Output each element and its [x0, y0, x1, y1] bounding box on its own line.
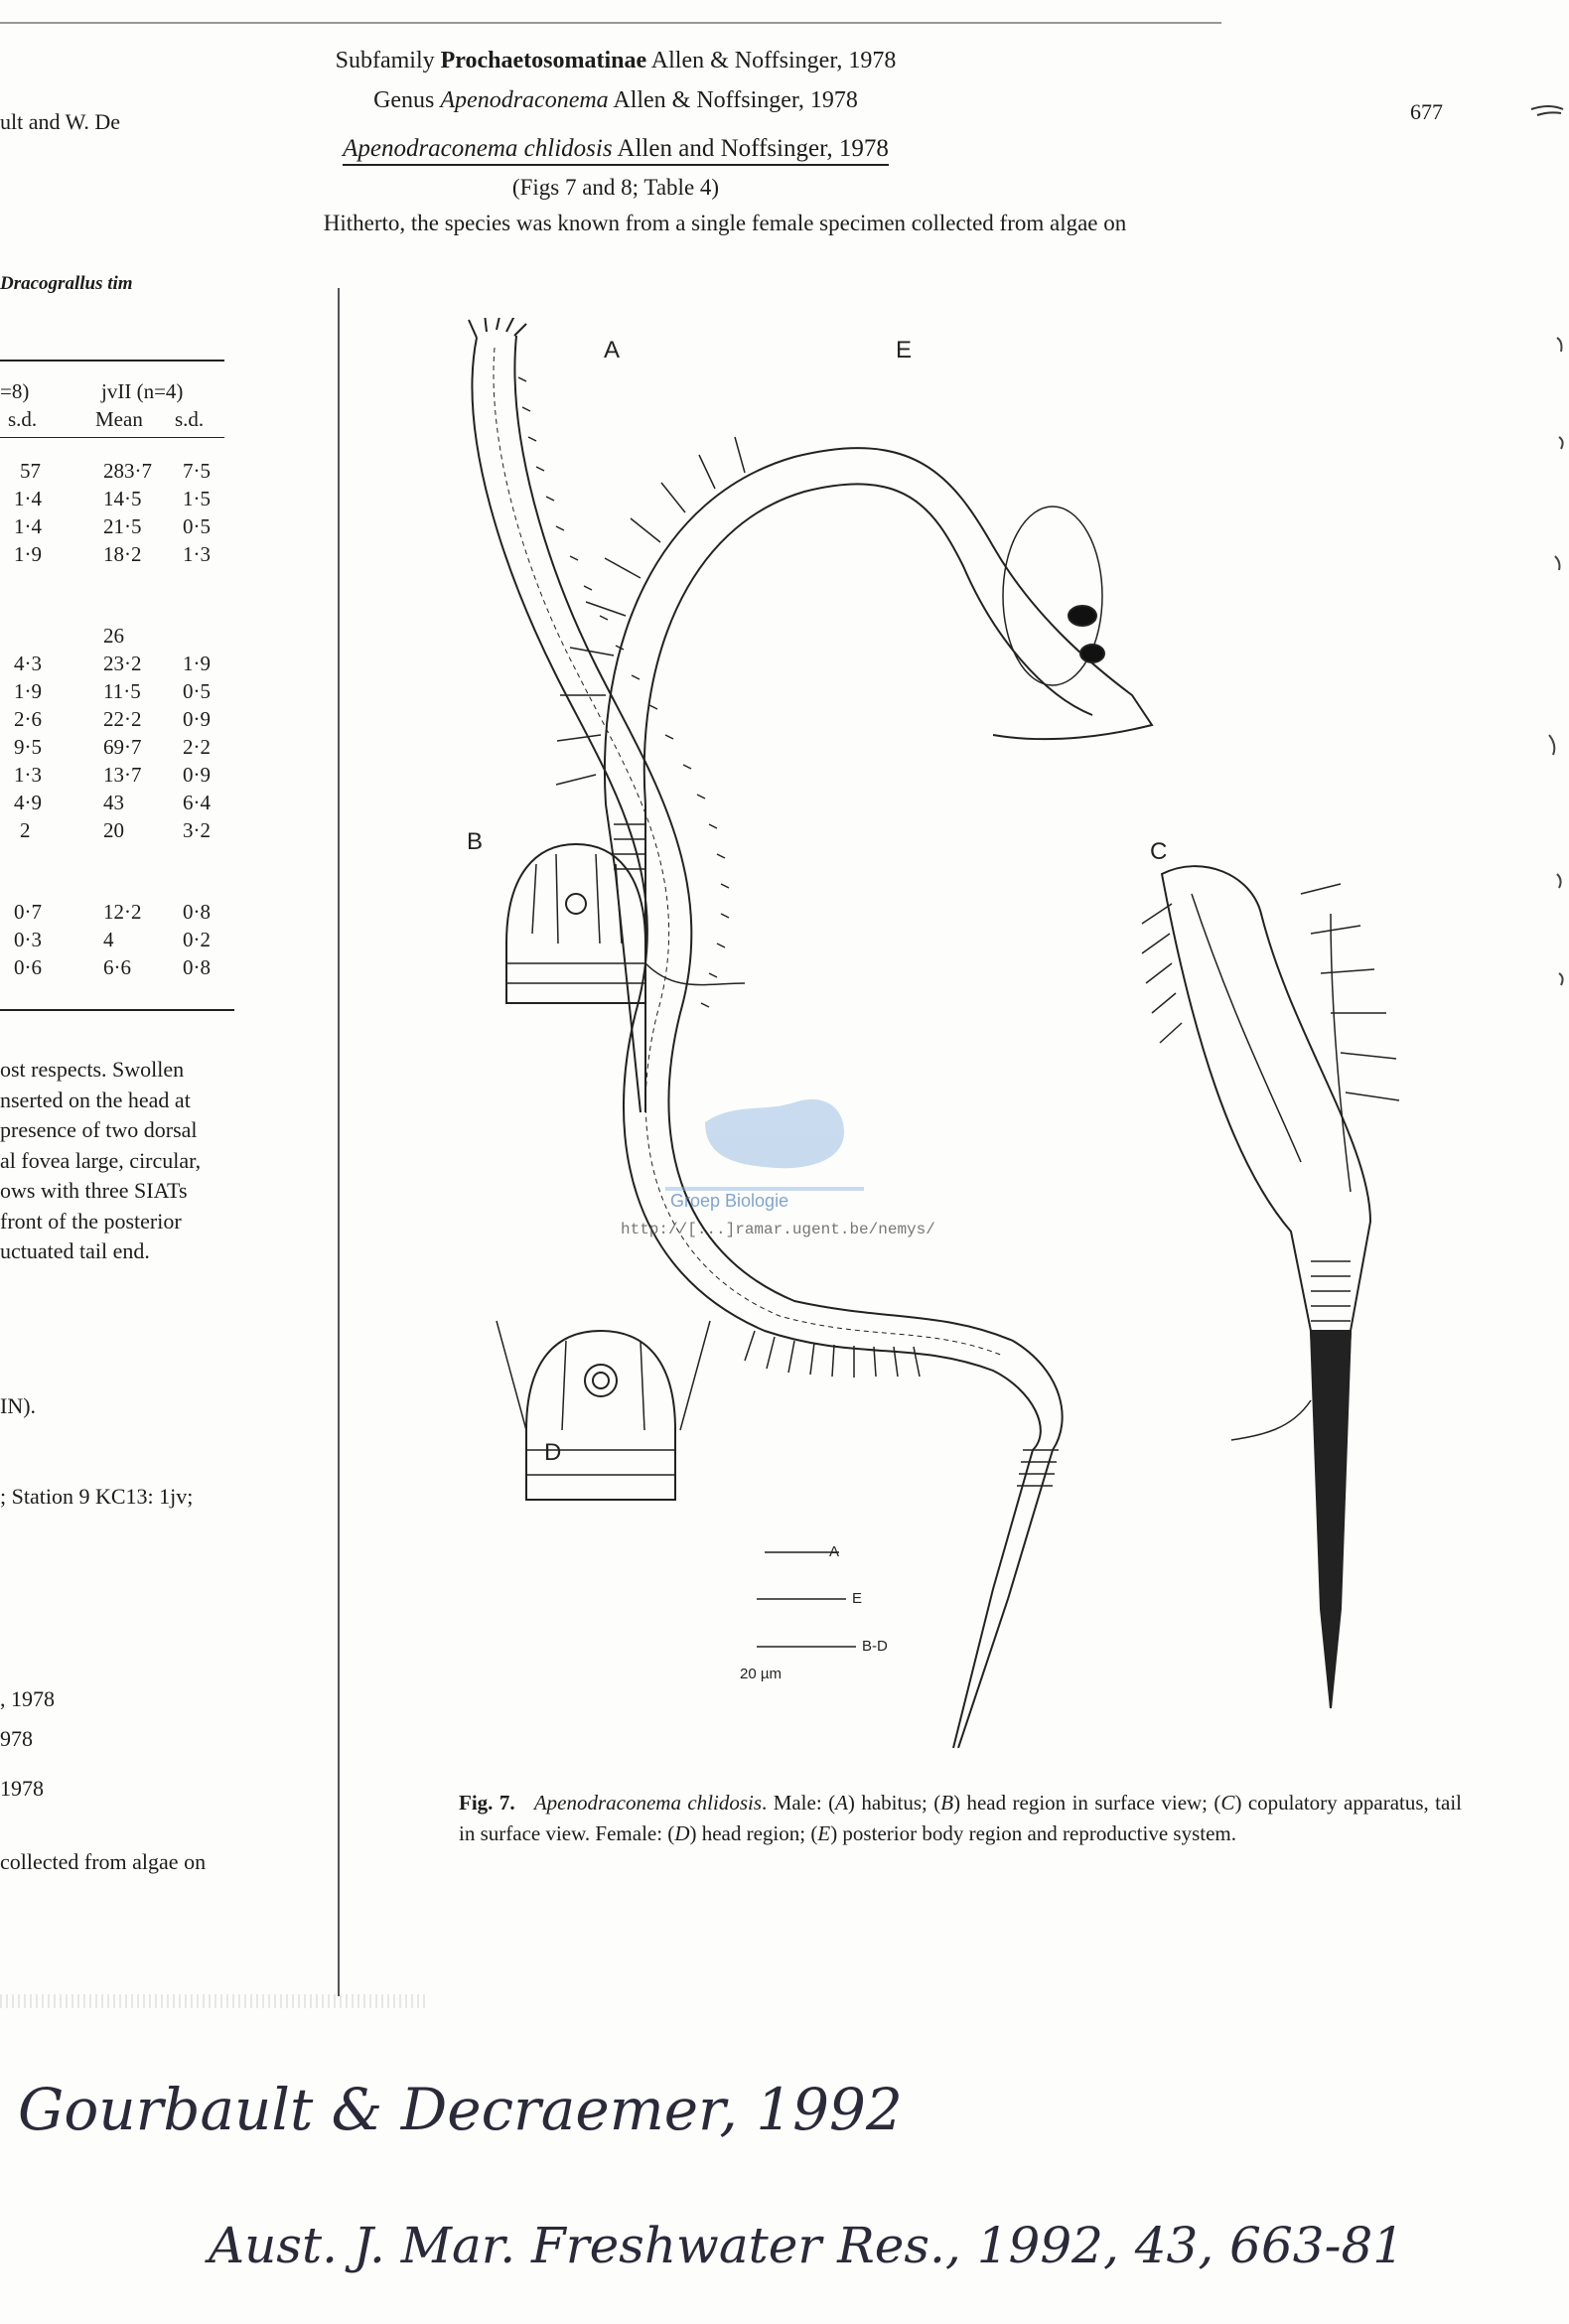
subfamily-authority: Allen & Noffsinger, 1978: [646, 48, 897, 73]
table-cell: 2: [20, 818, 31, 842]
genus-prefix: Genus: [373, 87, 441, 113]
table-cell: 2·6: [14, 707, 42, 731]
page-gutter-line: [338, 288, 340, 1996]
table-rule-bottom: [0, 1009, 234, 1011]
table-cell: 21·5: [103, 514, 142, 538]
scale-bars: [757, 1552, 856, 1647]
table-rule-top: [0, 360, 224, 362]
table-cell: 6·6: [103, 955, 131, 979]
caption-b: B: [940, 1791, 954, 1815]
figs-reference: (Figs 7 and 8; Table 4): [511, 175, 720, 200]
table-cell: 22·2: [103, 707, 142, 731]
table-col2-head: jvII (n=4): [101, 379, 184, 403]
table-cell: 3·2: [183, 818, 211, 842]
left-text-line: front of the posterior: [0, 1208, 182, 1234]
left-1978-a: , 1978: [0, 1686, 55, 1711]
label-d: D: [544, 1439, 562, 1466]
left-1978-b: 978: [0, 1726, 33, 1751]
table-cell: 11·5: [103, 679, 141, 703]
scale-unit: 20 µm: [740, 1666, 782, 1682]
left-material-1: IN).: [0, 1393, 37, 1418]
table-col2-mean: Mean: [95, 407, 143, 431]
table-cell: 283·7: [103, 459, 152, 483]
table-cell: 0·8: [183, 900, 211, 924]
page-number: 677: [1410, 99, 1443, 124]
table-cell: 4·9: [14, 791, 42, 814]
left-text-line: ows with three SIATs: [0, 1178, 188, 1203]
table-col1-sd: s.d.: [8, 407, 38, 431]
caption-a: A: [835, 1791, 848, 1815]
left-text-line: al fovea large, circular,: [0, 1147, 202, 1173]
left-1978-c: 1978: [0, 1776, 44, 1801]
table-cell: 0·9: [183, 707, 211, 731]
left-author-fragment: ult and W. De: [0, 109, 120, 134]
caption-e: E: [817, 1821, 831, 1845]
figure-7-drawing: [437, 318, 1490, 1748]
table-cell: 13·7: [103, 763, 142, 787]
left-text-line: nserted on the head at: [0, 1087, 191, 1112]
label-b: B: [467, 828, 484, 855]
table-cell: 6·4: [183, 791, 211, 814]
watermark-title: Groep Biologie: [670, 1191, 789, 1211]
table-cell: 1·4: [14, 514, 42, 538]
left-algae-fragment: collected from algae on: [0, 1849, 207, 1874]
scale-label-a: A: [829, 1543, 840, 1560]
subfamily-heading: [0, 48, 1400, 74]
caption-text-1: . Male: (: [762, 1791, 836, 1815]
scan-noise-strip: [0, 1994, 427, 2008]
subfamily-name: Prochaetosomatinae: [440, 48, 647, 73]
table-cell: 1·9: [183, 652, 211, 675]
table-cell: 23·2: [103, 652, 142, 675]
table-cell: 2·2: [183, 735, 211, 759]
top-rule: [0, 22, 1221, 24]
handwritten-reference: Aust. J. Mar. Freshwater Res., 1992, 43, 663-81: [209, 2217, 1405, 2274]
table-col2-sd: s.d.: [175, 407, 205, 431]
table-cell: 4: [103, 928, 114, 951]
table-cell: 0·8: [183, 955, 211, 979]
table-col1-head: =8): [0, 379, 30, 403]
table-cell: 14·5: [103, 487, 142, 510]
scale-label-bd: B-D: [862, 1638, 888, 1655]
caption-species: Apenodraconema chlidosis: [533, 1791, 763, 1815]
table-cell: 0·5: [183, 514, 211, 538]
table-cell: 18·2: [103, 542, 142, 566]
species-authority: Allen and Noffsinger, 1978: [612, 135, 889, 162]
caption-text-c: ) copulatory apparatus, tail in surface view. Female: (: [459, 1791, 1463, 1845]
left-text-line: presence of two dorsal: [0, 1117, 198, 1142]
handwritten-citation: Gourbault & Decraemer, 1992: [18, 2076, 903, 2143]
table-cell: 0·9: [183, 763, 211, 787]
table-cell: 57: [20, 459, 41, 483]
table-cell: 20: [103, 818, 124, 842]
table-cell: 1·5: [183, 487, 211, 510]
caption-d: D: [674, 1821, 690, 1845]
table-cell: 0·7: [14, 900, 42, 924]
left-table-title: Dracograllus tim: [0, 273, 133, 294]
table-cell: 0·2: [183, 928, 211, 951]
table-cell: 43: [103, 791, 124, 814]
table-cell: 9·5: [14, 735, 42, 759]
subfamily-prefix: Subfamily: [335, 48, 441, 73]
drawing-e-posterior: [556, 437, 1152, 1112]
left-text-line: ost respects. Swollen: [0, 1057, 185, 1082]
drawing-d-head: [497, 1321, 710, 1500]
caption-c: C: [1220, 1791, 1235, 1815]
table-cell: 0·5: [183, 679, 211, 703]
table-cell: 12·2: [103, 900, 142, 924]
table-cell: 1·9: [14, 679, 42, 703]
table-cell: 7·5: [183, 459, 211, 483]
caption-text-d: ) head region; (: [689, 1821, 818, 1845]
drawing-a-habitus: [469, 318, 1063, 1748]
caption-text-b: ) head region in surface view; (: [953, 1791, 1221, 1815]
watermark-url: http://[...]ramar.ugent.be/nemys/: [621, 1221, 935, 1238]
table-cell: 1·3: [14, 763, 42, 787]
figure-caption: [459, 1788, 1462, 1849]
table-cell: 1·4: [14, 487, 42, 510]
watermark: [665, 1099, 864, 1191]
table-cell: 0·3: [14, 928, 42, 951]
genus-heading: [0, 87, 1400, 114]
caption-text-e: ) posterior body region and reproductive system.: [830, 1821, 1237, 1845]
left-text-line: uctuated tail end.: [0, 1238, 150, 1263]
table-cell: 26: [103, 624, 124, 648]
table-cell: 1·3: [183, 542, 211, 566]
drawing-c-copulatory: [1142, 866, 1399, 1708]
species-heading: [0, 135, 1400, 163]
table-cell: 1·9: [14, 542, 42, 566]
species-name: Apenodraconema chlidosis: [343, 135, 613, 162]
scale-label-e: E: [852, 1590, 863, 1607]
caption-text-a: ) habitus; (: [847, 1791, 941, 1815]
label-e: E: [896, 337, 913, 363]
table-rule-mid: [0, 437, 224, 438]
genus-name: Apenodraconema: [440, 87, 609, 113]
drawing-b-head: [506, 844, 645, 1003]
table-cell: 69·7: [103, 735, 142, 759]
right-edge-marks: [1509, 99, 1569, 993]
genus-authority: Allen & Noffsinger, 1978: [608, 87, 858, 113]
intro-sentence: Hitherto, the species was known from a single female specimen collected from algae on: [323, 211, 1127, 235]
left-material-2: ; Station 9 KC13: 1jv;: [0, 1484, 194, 1509]
label-a: A: [604, 337, 621, 363]
caption-fig-label: Fig. 7.: [459, 1791, 515, 1815]
label-c: C: [1150, 838, 1168, 865]
table-cell: 0·6: [14, 955, 42, 979]
table-cell: 4·3: [14, 652, 42, 675]
